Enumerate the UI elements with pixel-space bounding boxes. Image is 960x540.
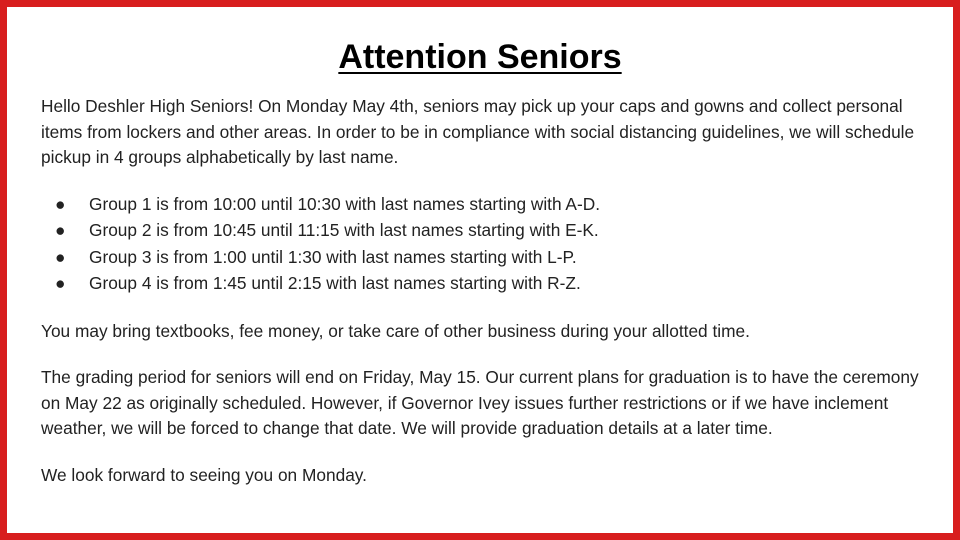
group-2-text: Group 2 is from 10:45 until 11:15 with last names starting with E-K. xyxy=(89,220,599,240)
pickup-group-list xyxy=(41,192,941,298)
list-item xyxy=(41,192,941,219)
bullet-icon: ● xyxy=(55,273,66,293)
bullet-icon: ● xyxy=(55,193,66,214)
list-item xyxy=(41,271,941,298)
closing-paragraph: We look forward to seeing you on Monday. xyxy=(41,464,367,485)
bring-items-paragraph: You may bring textbooks, fee money, or take care of other business during your allotted time. xyxy=(41,320,750,341)
announcement-body xyxy=(41,94,941,488)
bullet-icon: ● xyxy=(55,220,66,240)
page-title: Attention Seniors xyxy=(338,38,622,76)
group-1-text: Group 1 is from 10:00 until 10:30 with last names starting with A-D. xyxy=(89,193,600,214)
intro-paragraph: Hello Deshler High Seniors! On Monday May 4th, seniors may pick up your caps and gowns and collect personal items from lockers and other areas. In order to be in compliance with social distancing guidelines, we will schedule pickup in 4 groups alphabetically by last name. xyxy=(41,96,915,167)
bullet-icon: ● xyxy=(55,246,66,267)
group-4-text: Group 4 is from 1:45 until 2:15 with last names starting with R-Z. xyxy=(89,273,581,293)
group-3-text: Group 3 is from 1:00 until 1:30 with last names starting with L-P. xyxy=(89,246,577,267)
grading-paragraph: The grading period for seniors will end on Friday, May 15. Our current plans for graduation is to have the ceremony on May 22 as originally scheduled. However, if Governor Ivey issues further restrictions or if we have inclement weather, we will be forced to change that date. We will provide graduation details at a later time. xyxy=(41,367,919,438)
list-item xyxy=(41,245,941,272)
list-item xyxy=(41,218,941,245)
